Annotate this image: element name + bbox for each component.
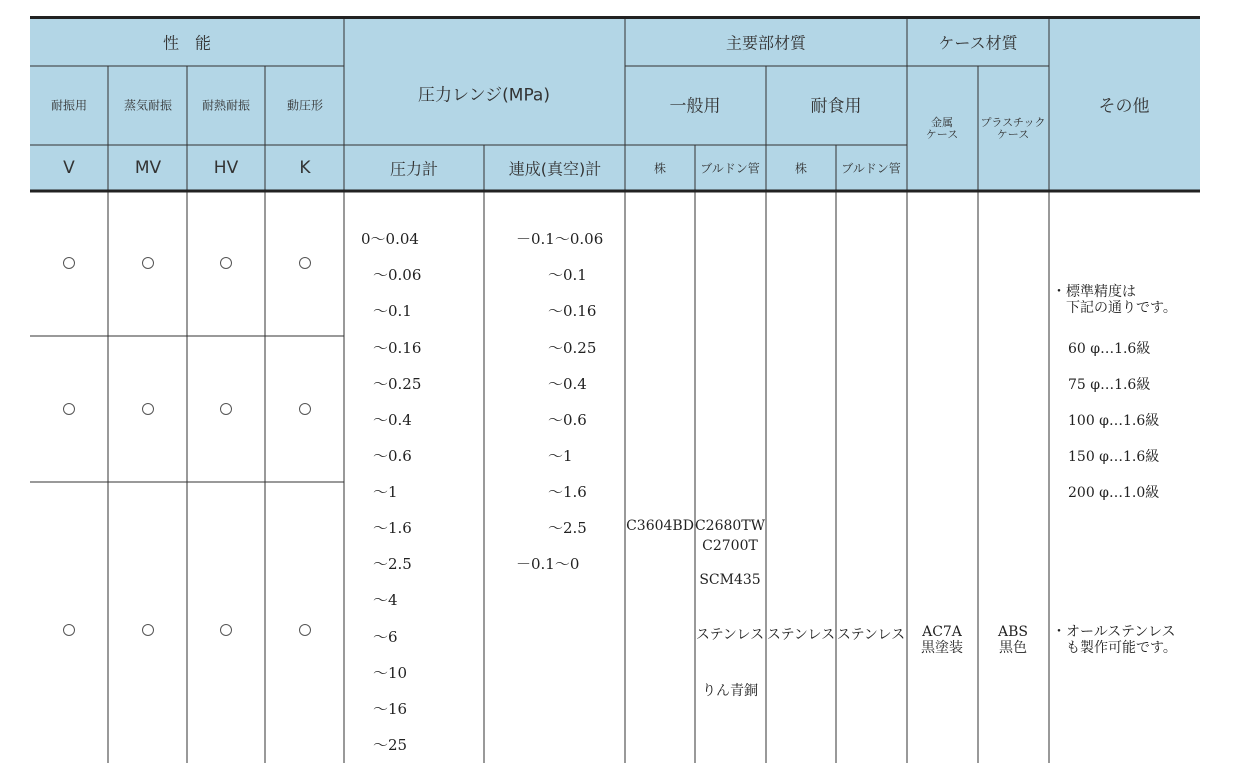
pressure-range-item: ～0.4 [373, 411, 412, 429]
compound-range-item: ～0.1 [548, 266, 587, 284]
compound-range-item: ～0.4 [548, 375, 587, 393]
mark-circle [299, 403, 311, 415]
metal-case-header: 金属 ケース [925, 116, 959, 141]
perf-col-anti-vibration: 耐振用 [50, 98, 88, 113]
corrosion-socket-header: 株 [794, 161, 808, 176]
general-bourdon-material: りん青銅 [702, 683, 758, 699]
perf-col-heat-anti-vibration: 耐熱耐振 [201, 98, 251, 113]
perf-col-steam-anti-vibration: 蒸気耐振 [123, 98, 173, 113]
main-material-header: 主要部材質 [725, 33, 807, 53]
compound-gauge-header: 連成(真空)計 [508, 159, 602, 179]
compound-range-item: ～1.6 [548, 483, 587, 501]
code-hv: HV [213, 158, 239, 178]
corrosion-resistant-header: 耐食用 [810, 96, 862, 117]
performance-header: 性 能 [162, 33, 212, 53]
compound-range-item: －0.1～0 [516, 555, 580, 573]
pressure-range-item: 0～0.04 [361, 230, 419, 248]
case-material-header: ケース材質 [938, 33, 1018, 53]
general-bourdon-material: ステンレス [695, 627, 765, 643]
general-bourdon-header: ブルドン管 [700, 161, 760, 176]
compound-range-item: ～2.5 [548, 519, 587, 537]
accuracy-note: ・標準精度は 下記の通りです。 [1052, 284, 1177, 317]
perf-col-dynamic-pressure: 動圧形 [286, 98, 324, 113]
pressure-range-item: ～0.16 [373, 339, 422, 357]
plastic-case-material: ABS 黒色 [998, 624, 1028, 657]
pressure-range-item: ～0.6 [373, 447, 412, 465]
mark-circle [220, 257, 232, 269]
general-bourdon-material: SCM435 [699, 572, 761, 588]
pressure-range-item: ～0.06 [373, 266, 422, 284]
mark-circle [63, 257, 75, 269]
general-bourdon-material: C2680TW [694, 518, 766, 534]
pressure-range-item: ～6 [373, 628, 398, 646]
accuracy-item: 150 φ…1.6級 [1068, 449, 1160, 465]
pressure-range-item: ～25 [373, 736, 408, 754]
general-use-header: 一般用 [669, 96, 721, 117]
code-mv: MV [134, 158, 162, 178]
stainless-note: ・オールステンレス も製作可能です。 [1052, 624, 1177, 657]
compound-range-item: －0.1～0.06 [516, 230, 604, 248]
pressure-range-item: ～10 [373, 664, 408, 682]
accuracy-item: 75 φ…1.6級 [1068, 377, 1151, 393]
compound-range-item: ～1 [548, 447, 573, 465]
mark-circle [63, 403, 75, 415]
pressure-range-item: ～1.6 [373, 519, 412, 537]
pressure-range-item: ～2.5 [373, 555, 412, 573]
corrosion-bourdon-material: ステンレス [836, 627, 906, 643]
pressure-range-item: ～16 [373, 700, 408, 718]
corrosion-socket-material: ステンレス [766, 627, 836, 643]
mark-circle [63, 624, 75, 636]
pressure-range-item: ～0.1 [373, 302, 412, 320]
mark-circle [142, 624, 154, 636]
mark-circle [142, 403, 154, 415]
pressure-range-item: ～1 [373, 483, 398, 501]
corrosion-bourdon-header: ブルドン管 [841, 161, 901, 176]
pressure-range-item: ～4 [373, 591, 398, 609]
accuracy-item: 100 φ…1.6級 [1068, 413, 1160, 429]
general-socket-header: 株 [653, 161, 667, 176]
accuracy-item: 60 φ…1.6級 [1068, 341, 1151, 357]
plastic-case-header: プラスチック ケース [980, 116, 1046, 141]
mark-circle [299, 624, 311, 636]
pressure-range-header: 圧力レンジ(MPa) [418, 85, 550, 106]
accuracy-item: 200 φ…1.0級 [1068, 485, 1160, 501]
other-header: その他 [1098, 96, 1150, 117]
code-k: K [299, 158, 311, 178]
mark-circle [299, 257, 311, 269]
general-bourdon-material: C2700T [702, 538, 758, 554]
mark-circle [142, 257, 154, 269]
mark-circle [220, 403, 232, 415]
compound-range-item: ～0.25 [548, 339, 597, 357]
pressure-range-item: ～0.25 [373, 375, 422, 393]
code-v: V [63, 158, 75, 178]
general-socket-material: C3604BD [626, 518, 694, 534]
pressure-gauge-header: 圧力計 [389, 159, 439, 179]
compound-range-item: ～0.6 [548, 411, 587, 429]
metal-case-material: AC7A 黒塗装 [921, 624, 963, 657]
compound-range-item: ～0.16 [548, 302, 597, 320]
mark-circle [220, 624, 232, 636]
